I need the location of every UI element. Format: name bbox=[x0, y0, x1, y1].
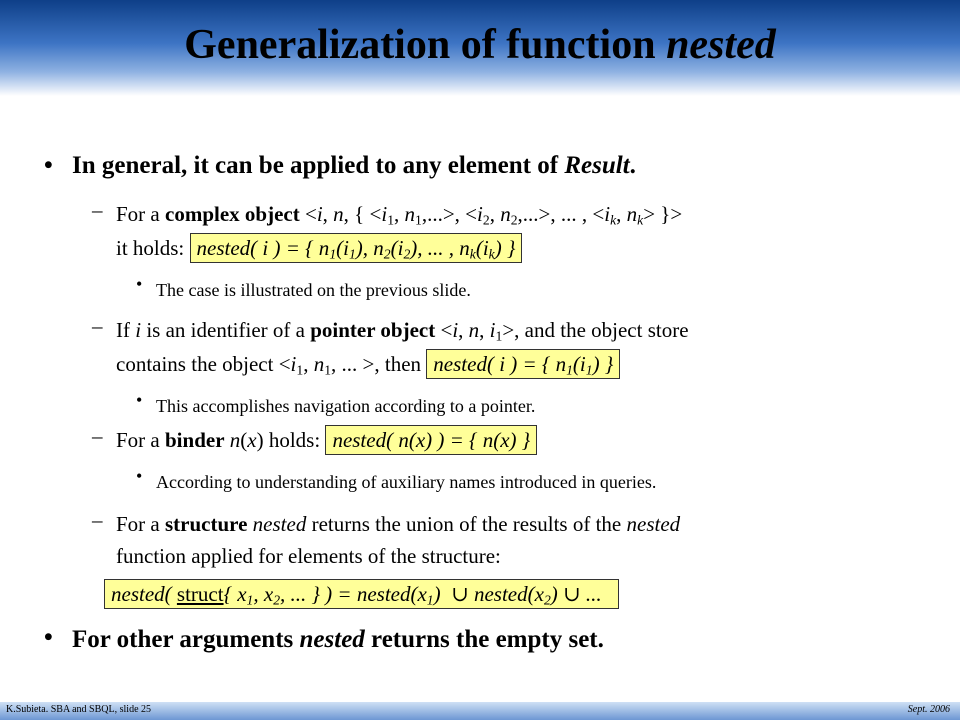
title-emphasis: nested bbox=[666, 22, 776, 68]
structure-line-1: For a structure nested returns the union of the results of the nested bbox=[116, 512, 681, 536]
footer-credit: K.Subieta. SBA and SBQL, slide 25 bbox=[6, 704, 152, 715]
title-text: Generalization of function bbox=[184, 22, 656, 68]
formula-pointer-object: nested( i ) = { $n_1(i_1)$ } bbox=[426, 349, 620, 379]
bullet-other-arguments: For other arguments nested returns the empty set. bbox=[72, 626, 604, 653]
bullet-marker: • bbox=[136, 466, 143, 486]
formula-complex-object: nested( i ) = { $n_1(i_1)$, $n_2(i_2)$, ... , $n_k(i_k)$ } bbox=[190, 233, 523, 263]
bullet-marker: • bbox=[136, 390, 143, 410]
note-auxiliary-names: According to understanding of auxiliary names introduced in queries. bbox=[156, 472, 657, 492]
footer-bar bbox=[0, 702, 960, 720]
object-store-tuple: $<i_1$, $n_1$, ... > bbox=[278, 352, 375, 378]
bullet-general: In general, it can be applied to any element of Result. bbox=[72, 152, 636, 179]
pointer-object-line-1: If i is an identifier of a pointer object <i, n, $i_1>$, and the object store bbox=[116, 318, 689, 344]
bullet-marker: • bbox=[44, 624, 53, 651]
bullet-marker: • bbox=[136, 274, 143, 294]
complex-object-line-1: For a complex object <i, n, { $<i_1$, $n_1,...>$, $<i_2$, $n_2,...>$, ... , $<i_k$, $n_k>$ }> bbox=[116, 202, 683, 228]
formula-binder: nested( n(x) ) = { n(x) } bbox=[325, 425, 537, 455]
complex-object-tuple: <i, n, { $<i_1$, $n_1,...>$, $<i_2$, $n_2,...>$, ... , $<i_k$, $n_k>$ }> bbox=[304, 202, 683, 228]
pointer-object-tuple: <i, n, $i_1>$ bbox=[440, 318, 515, 344]
binder-expression: n(x) bbox=[229, 428, 264, 452]
footer-date: Sept. 2006 bbox=[907, 704, 950, 715]
note-previous-slide: The case is illustrated on the previous slide. bbox=[156, 280, 471, 300]
dash-marker: – bbox=[92, 424, 103, 448]
complex-object-line-2: it holds: nested( i ) = { $n_1(i_1)$, $n_2(i_2)$, ... , $n_k(i_k)$ } bbox=[116, 232, 522, 264]
formula-structure: nested( struct{ $x_1$, $x_2$, ... } ) = $nested(x_1)$ ∪ $nested(x_2)$ ∪ ... bbox=[104, 579, 619, 609]
pointer-object-line-2: contains the object $<i_1$, $n_1$, ... >, then nested( i ) = { $n_1(i_1)$ } bbox=[116, 348, 620, 380]
dash-marker: – bbox=[92, 508, 103, 532]
binder-line: For a binder n(x) holds: nested( n(x) ) = { n(x) } bbox=[116, 424, 537, 456]
note-navigation: This accomplishes navigation according to a pointer. bbox=[156, 396, 536, 416]
structure-line-3 bbox=[104, 578, 619, 610]
dash-marker: – bbox=[92, 198, 103, 222]
structure-line-2: function applied for elements of the structure: bbox=[116, 544, 501, 568]
bullet-marker: • bbox=[44, 152, 53, 179]
dash-marker: – bbox=[92, 314, 103, 338]
